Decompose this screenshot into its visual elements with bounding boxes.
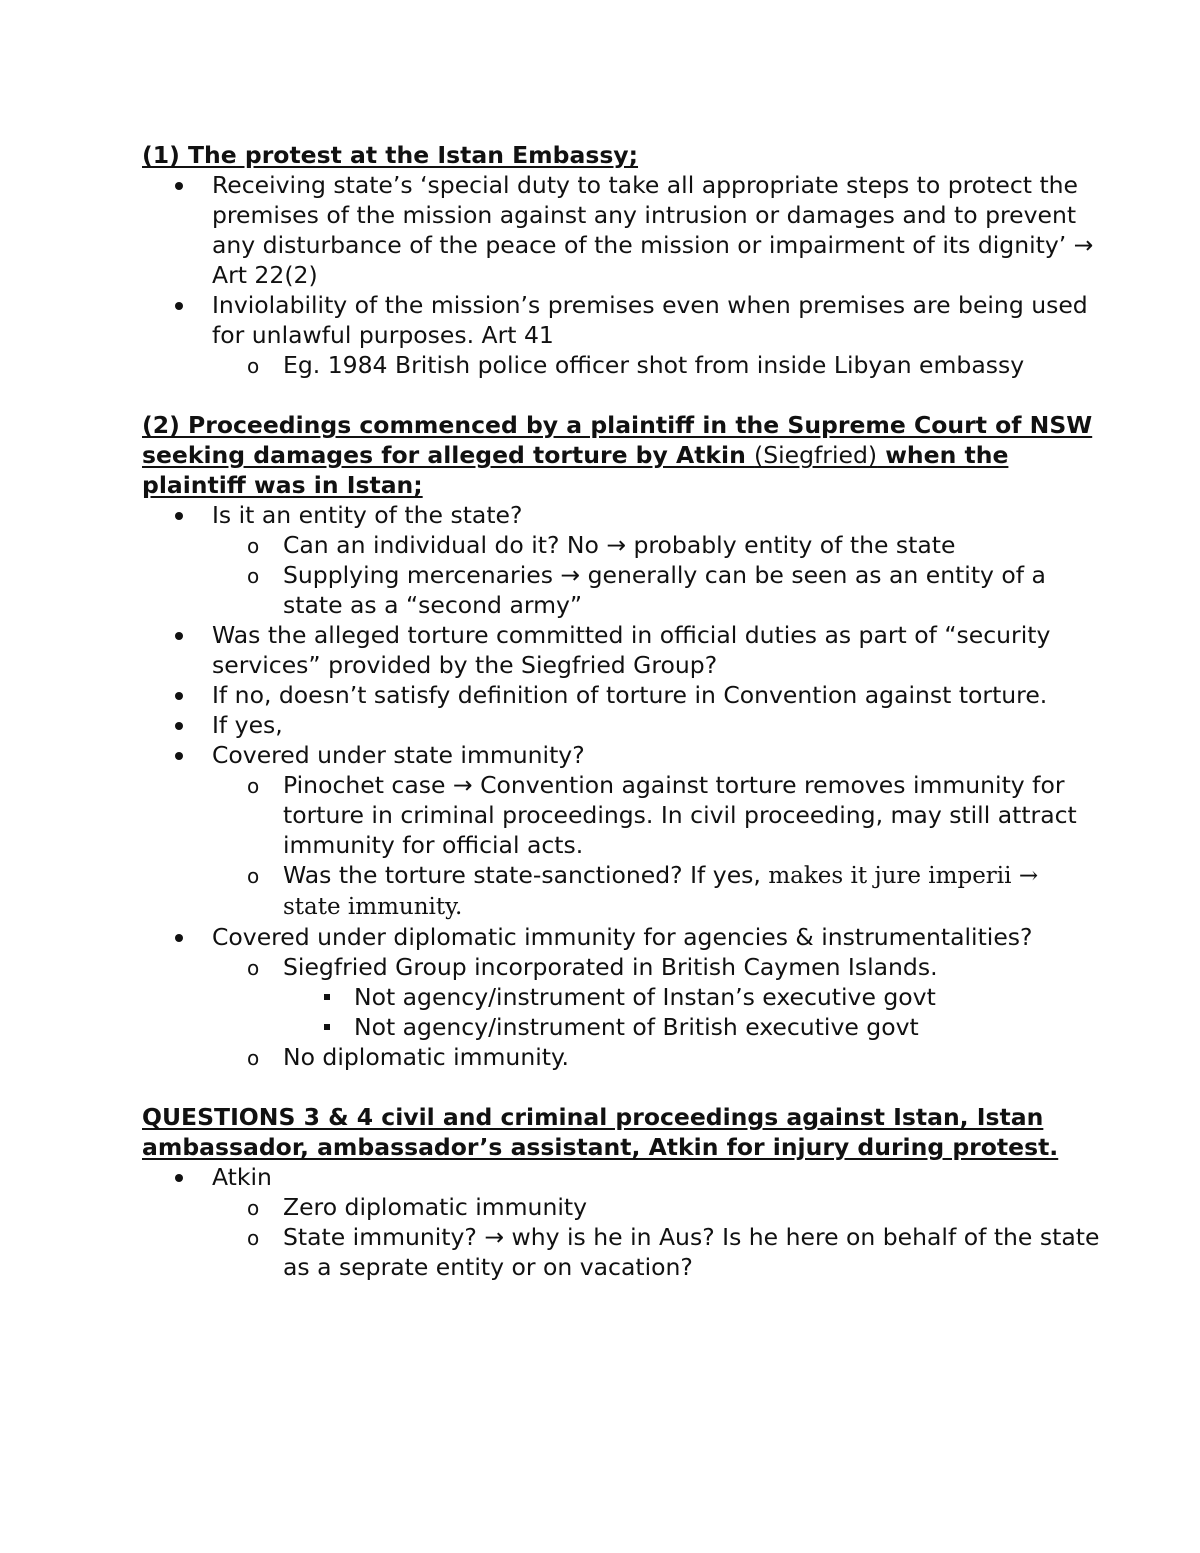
section-2-list xyxy=(142,500,1102,1072)
sub-list-item: o Zero diplomatic immunity xyxy=(212,1192,1102,1222)
sub-list-item: o No diplomatic immunity. xyxy=(212,1042,1102,1072)
list-item-text: Covered under diplomatic immunity for agencies & instrumentalities? xyxy=(212,923,1033,951)
list-item xyxy=(142,922,1102,1072)
sub-sub-list-item: Not agency/instrument of British executive govt xyxy=(283,1012,1102,1042)
sub-list-item xyxy=(212,860,1102,922)
list-item xyxy=(142,500,1102,620)
list-item-text: Inviolability of the mission’s premises even when premises are being used for unlawful purposes. Art 41 xyxy=(212,291,1088,349)
sub-list xyxy=(142,770,1102,922)
heading-part: when the plaintiff was in Istan; xyxy=(142,441,1009,499)
sub-list-text: makes it jure imperii → state immunity. xyxy=(283,863,1039,920)
sub-sub-list-item: Not agency/instrument of Instan’s executive govt xyxy=(283,982,1102,1012)
sub-list-text: Was the torture state-sanctioned? If yes, xyxy=(283,861,769,889)
sub-list xyxy=(142,1192,1102,1282)
list-item-text: Is it an entity of the state? xyxy=(212,501,523,529)
sub-list xyxy=(142,350,1102,380)
sub-list-text: Siegfried Group incorporated in British Caymen Islands. xyxy=(283,953,938,981)
section-1-heading: (1) The protest at the Istan Embassy; xyxy=(142,141,639,169)
sub-list-item: o Eg. 1984 British police officer shot from inside Libyan embassy xyxy=(212,350,1102,380)
sub-list-item: o Pinochet case → Convention against torture removes immunity for torture in criminal proceedings. In civil proceeding, may still attract immunity for official acts. xyxy=(212,770,1102,860)
sub-list-item: o Can an individual do it? No → probably entity of the state xyxy=(212,530,1102,560)
sub-sub-list xyxy=(212,982,1102,1042)
sub-list-item xyxy=(212,952,1102,1042)
heading-part: (2) Proceedings commenced by a plaintiff in the Supreme Court of NSW seeking damages for alleged torture by Atkin xyxy=(142,411,1093,469)
list-item: If yes, xyxy=(142,710,1102,740)
list-item-text: Atkin xyxy=(212,1163,272,1191)
list-item xyxy=(142,290,1102,380)
list-item xyxy=(142,740,1102,922)
heading-part: (Siegfried) xyxy=(754,441,878,469)
document-page xyxy=(142,140,1102,1282)
section-2-heading xyxy=(142,410,1102,500)
sub-list xyxy=(142,952,1102,1072)
section-3-list xyxy=(142,1162,1102,1282)
list-item xyxy=(142,1162,1102,1282)
sub-list xyxy=(142,530,1102,620)
section-3-heading: QUESTIONS 3 & 4 civil and criminal proceedings against Istan, Istan ambassador, ambassador’s assistant, Atkin for injury during protest. xyxy=(142,1103,1059,1161)
sub-list-item: o State immunity? → why is he in Aus? Is he here on behalf of the state as a seprate entity or on vacation? xyxy=(212,1222,1102,1282)
section-1-list xyxy=(142,170,1102,380)
list-item-text: Covered under state immunity? xyxy=(212,741,585,769)
sub-list-item: o Supplying mercenaries → generally can be seen as an entity of a state as a “second army” xyxy=(212,560,1102,620)
list-item: Was the alleged torture committed in official duties as part of “security services” provided by the Siegfried Group? xyxy=(142,620,1102,680)
list-item: If no, doesn’t satisfy definition of torture in Convention against torture. xyxy=(142,680,1102,710)
list-item: Receiving state’s ‘special duty to take all appropriate steps to protect the premises of the mission against any intrusion or damages and to prevent any disturbance of the peace of the mission or impairment of its dignity’ → Art 22(2) xyxy=(142,170,1102,290)
